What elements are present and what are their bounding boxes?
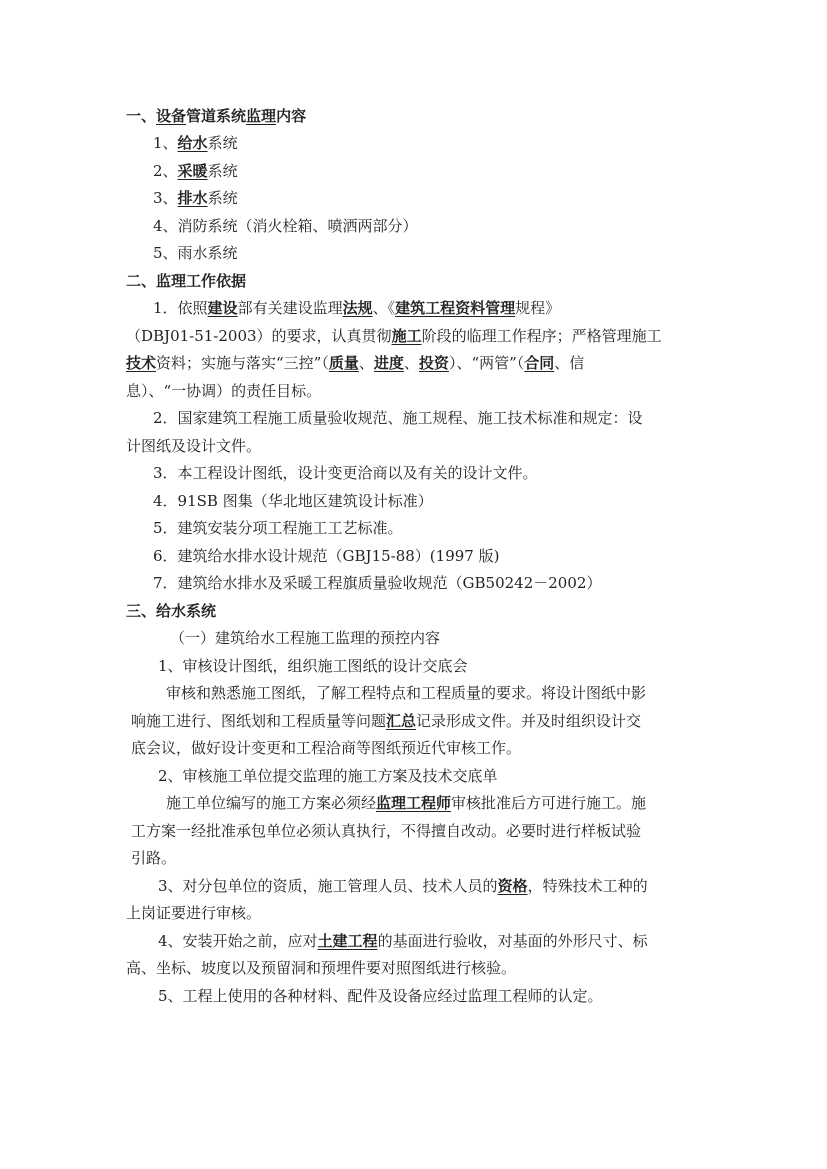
text-run: 6．建筑给水排水设计规范（GBJ15-88）(1997 版) xyxy=(153,547,500,565)
keyword-underlined: 设备 xyxy=(156,107,187,125)
list-item xyxy=(153,570,601,598)
keyword-underlined: 建筑工程资料管理 xyxy=(395,299,516,317)
text-run: 内容 xyxy=(276,107,307,125)
paragraph-line xyxy=(153,405,643,433)
list-item xyxy=(153,543,499,571)
paragraph-line xyxy=(158,763,498,791)
keyword-underlined: 技术 xyxy=(126,354,157,372)
text-run: 2、 xyxy=(153,162,178,180)
list-item xyxy=(153,185,238,213)
text-run: 2、审核施工单位提交监理的施工方案及技术交底单 xyxy=(158,767,498,785)
keyword-underlined: 进度 xyxy=(373,354,404,372)
text-run: 审核批准后方可进行施工。施 xyxy=(451,794,647,812)
text-run: 5．建筑安装分项工程施工工艺标准。 xyxy=(153,519,403,537)
text-run: 部有关建设监理 xyxy=(237,299,343,317)
text-run: 4、安装开始之前，应对 xyxy=(158,932,318,950)
keyword-underlined: 质量 xyxy=(328,354,359,372)
text-run: 施工单位编写的施工方案必须经 xyxy=(166,794,377,812)
paragraph-line xyxy=(126,900,261,928)
keyword-underlined: 监理 xyxy=(246,107,277,125)
paragraph-line xyxy=(166,790,646,818)
keyword-underlined: 建设 xyxy=(207,299,238,317)
text-run: 系统 xyxy=(207,189,238,207)
text-run: 2．国家建筑工程施工质量验收规范、施工规程、施工技术标准和规定：设 xyxy=(153,409,643,427)
list-item xyxy=(153,460,538,488)
text-run: 高、坐标、坡度以及预留洞和预埋件要对照图纸进行核验。 xyxy=(126,959,517,977)
text-run: ，特殊技术工种的 xyxy=(527,877,648,895)
keyword-underlined: 投资 xyxy=(418,354,449,372)
text-run: 二、监理工作依据 xyxy=(126,272,247,290)
paragraph-line xyxy=(126,433,261,461)
text-run: 3、对分包单位的资质，施工管理人员、技术人员的 xyxy=(158,877,498,895)
list-item xyxy=(153,488,433,516)
keyword-underlined: 监理工程师 xyxy=(376,794,452,812)
text-run: （一）建筑给水工程施工监理的预控内容 xyxy=(170,629,441,647)
paragraph-line xyxy=(126,955,516,983)
text-run: 系统 xyxy=(207,134,238,152)
keyword-underlined: 排水 xyxy=(177,189,208,207)
text-run: 一、 xyxy=(126,107,157,125)
subheading xyxy=(170,625,440,653)
keyword-underlined: 采暖 xyxy=(177,162,208,180)
heading-section-3 xyxy=(126,598,216,626)
keyword-underlined: 合同 xyxy=(524,354,555,372)
text-run: 审核和熟悉施工图纸，了解工程特点和工程质量的要求。将设计图纸中影 xyxy=(166,684,647,702)
paragraph-line xyxy=(153,295,560,323)
text-run: 计图纸及设计文件。 xyxy=(126,437,262,455)
text-run: 、《 xyxy=(372,299,396,317)
paragraph-line xyxy=(131,735,521,763)
text-run: 上岗证要进行审核。 xyxy=(126,904,262,922)
paragraph-line xyxy=(158,873,648,901)
heading-section-2 xyxy=(126,268,246,296)
text-run: 管道系统 xyxy=(186,107,247,125)
text-run: 4．91SB 图集（华北地区建筑设计标准） xyxy=(153,492,433,510)
text-run: 4、消防系统（消火栓箱、喷洒两部分） xyxy=(153,217,418,235)
text-run: 三、给水系统 xyxy=(126,602,217,620)
paragraph-line xyxy=(131,818,641,846)
text-run: 1．依照 xyxy=(153,299,208,317)
text-run: 5、工程上使用的各种材料、配件及设备应经过监理工程师的认定。 xyxy=(158,987,603,1005)
paragraph-line xyxy=(126,350,584,378)
text-run: 、 xyxy=(403,354,419,372)
paragraph-line xyxy=(126,378,321,406)
paragraph-line xyxy=(126,323,662,351)
text-run: 的基面进行验收，对基面的外形尺寸、标 xyxy=(377,932,648,950)
text-run: ）、“两管”（ xyxy=(448,354,525,372)
keyword-underlined: 给水 xyxy=(177,134,208,152)
paragraph-line xyxy=(158,983,603,1011)
text-run: 息）、“一协调）的责任目标。 xyxy=(126,382,322,400)
paragraph-line xyxy=(158,928,648,956)
text-run: 、信 xyxy=(554,354,585,372)
list-item xyxy=(153,240,238,268)
text-run: 系统 xyxy=(207,162,238,180)
text-run: 规程》 xyxy=(515,299,561,317)
text-run: 1、 xyxy=(153,134,178,152)
text-run: 资料；实施与落实“三控”（ xyxy=(156,354,329,372)
text-run: 引路。 xyxy=(131,849,177,867)
heading-section-1 xyxy=(126,103,306,131)
text-run: 3．本工程设计图纸，设计变更洽商以及有关的设计文件。 xyxy=(153,464,538,482)
list-item xyxy=(153,130,238,158)
list-item xyxy=(153,515,403,543)
keyword-underlined: 施工 xyxy=(391,327,422,345)
text-run: 工方案一经批准承包单位必须认真执行，不得擅自改动。必要时进行样板试验 xyxy=(131,822,642,840)
list-item xyxy=(153,213,418,241)
text-run: 记录形成文件。并及时组织设计交 xyxy=(416,712,642,730)
text-run: 7．建筑给水排水及采暖工程旗质量验收规范（GB50242－2002） xyxy=(153,574,602,592)
text-run: 响施工进行、图纸划和工程质量等问题 xyxy=(131,712,387,730)
list-item xyxy=(153,158,238,186)
text-run: 底会议，做好设计变更和工程洽商等图纸预近代审核工作。 xyxy=(131,739,522,757)
keyword-underlined: 土建工程 xyxy=(317,932,378,950)
paragraph-line xyxy=(131,708,641,736)
text-run: 5、雨水系统 xyxy=(153,244,238,262)
paragraph-line xyxy=(166,680,646,708)
keyword-underlined: 汇总 xyxy=(386,712,417,730)
text-run: 1、审核设计图纸，组织施工图纸的设计交底会 xyxy=(158,657,468,675)
text-run: 阶段的临理工作程序；严格管理施工 xyxy=(421,327,662,345)
paragraph-line xyxy=(158,653,468,681)
keyword-underlined: 资格 xyxy=(497,877,528,895)
paragraph-line xyxy=(131,845,176,873)
text-run: 3、 xyxy=(153,189,178,207)
text-run: 、 xyxy=(358,354,374,372)
text-run: （DBJ01-51-2003）的要求，认真贯彻 xyxy=(126,327,392,345)
keyword-underlined: 法规 xyxy=(342,299,373,317)
